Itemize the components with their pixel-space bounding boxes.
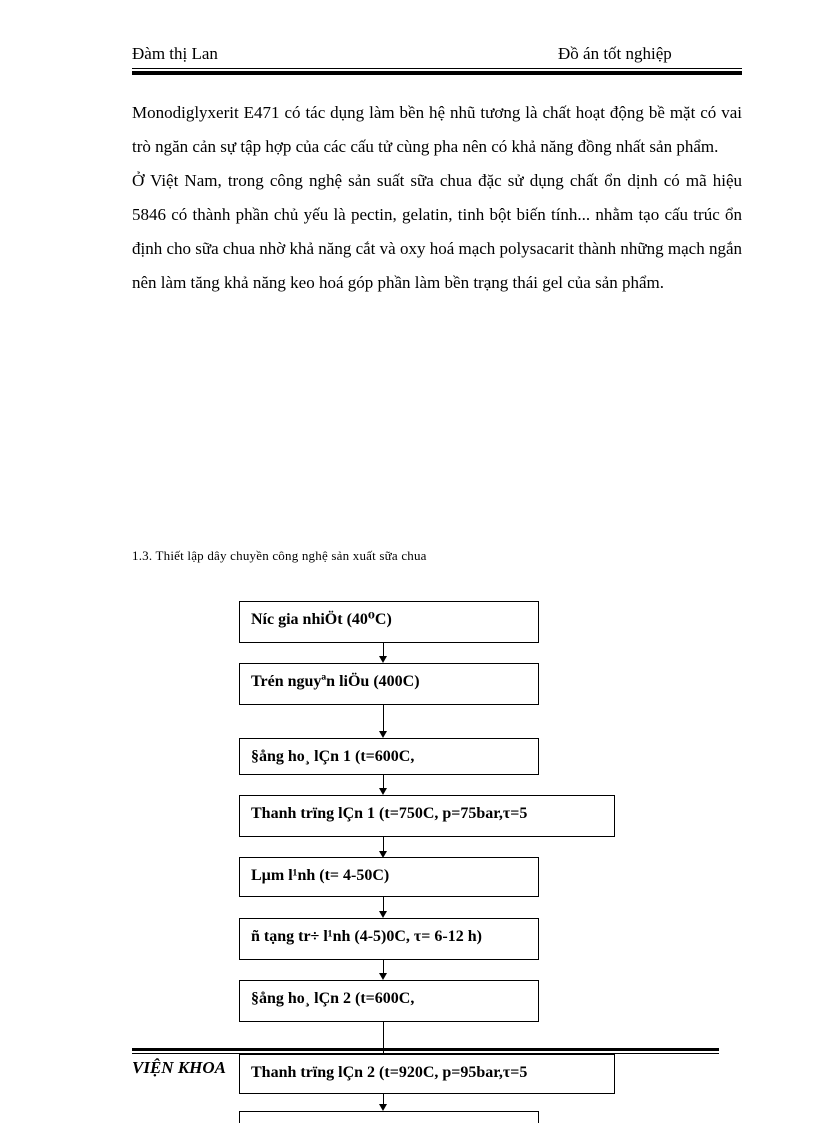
flow-arrow xyxy=(379,911,387,918)
section-title: 1.3. Thiết lập dây chuyền công nghệ sản xuất sữa chua xyxy=(132,548,427,563)
footer-institute: VIỆN KHOA xyxy=(132,1058,226,1077)
flow-connector xyxy=(383,1093,384,1104)
paragraph-2: Ở Việt Nam, trong công nghệ sản suất sữa chua đặc sử dụng chất ổn dịnh có mã hiệu 5846 có thành phần chủ yếu là pectin, gelatin, tinh bột biến tính... nhằm tạo cấu trúc ổn định cho sữa chua nhờ khả năng cắt và oxy hoá mạch polysacarit thành những mạch ngắn nên làm tăng khả năng keo hoá góp phần làm bền trạng thái gel của sản phẩm. xyxy=(132,171,742,292)
flow-arrow xyxy=(379,656,387,663)
flow-arrow xyxy=(379,731,387,738)
header-doc-type: Đồ án tốt nghiệp xyxy=(558,44,672,63)
footer-rule-thick xyxy=(132,1048,719,1051)
flow-connector xyxy=(383,897,384,911)
flow-connector xyxy=(383,959,384,973)
flow-arrow xyxy=(379,788,387,795)
header-author: Đàm thị Lan xyxy=(132,44,218,63)
flow-step-9-partial xyxy=(239,1111,539,1123)
flow-connector xyxy=(383,837,384,851)
flow-step-2: Trén nguyªn liÖu (400C) xyxy=(239,663,539,705)
flow-arrow xyxy=(379,1104,387,1111)
flow-step-1: Níc gia nhiÖt (40⁰C) xyxy=(239,601,539,643)
paragraph-1: Monodiglyxerit E471 có tác dụng làm bền hệ nhũ tương là chất hoạt động bề mặt có vai trò ngăn cản sự tập hợp của các cấu tử cùng pha nên có khả năng đồng nhất sản phẩm. xyxy=(132,103,742,156)
flow-step-4: Thanh trïng lÇn 1 (t=750C, p=75bar,τ=5 xyxy=(239,795,615,837)
body-text xyxy=(132,96,742,300)
flow-step-7: §ång ho¸ lÇn 2 (t=600C, xyxy=(239,980,539,1022)
header-rule-thick xyxy=(132,71,742,75)
flow-step-5: Lµm l¹nh (t= 4-50C) xyxy=(239,857,539,897)
flow-step-6: ñ tạng tr÷ l¹nh (4-5)0C, τ= 6-12 h) xyxy=(239,918,539,960)
flow-connector xyxy=(383,642,384,656)
flow-arrow xyxy=(379,973,387,980)
header-rule-thin xyxy=(132,68,742,69)
flow-connector xyxy=(383,774,384,788)
flow-step-3: §ång ho¸ lÇn 1 (t=600C, xyxy=(239,738,539,775)
flow-step-8: Thanh trïng lÇn 2 (t=920C, p=95bar,τ=5 xyxy=(239,1054,615,1094)
flow-connector xyxy=(383,705,384,731)
